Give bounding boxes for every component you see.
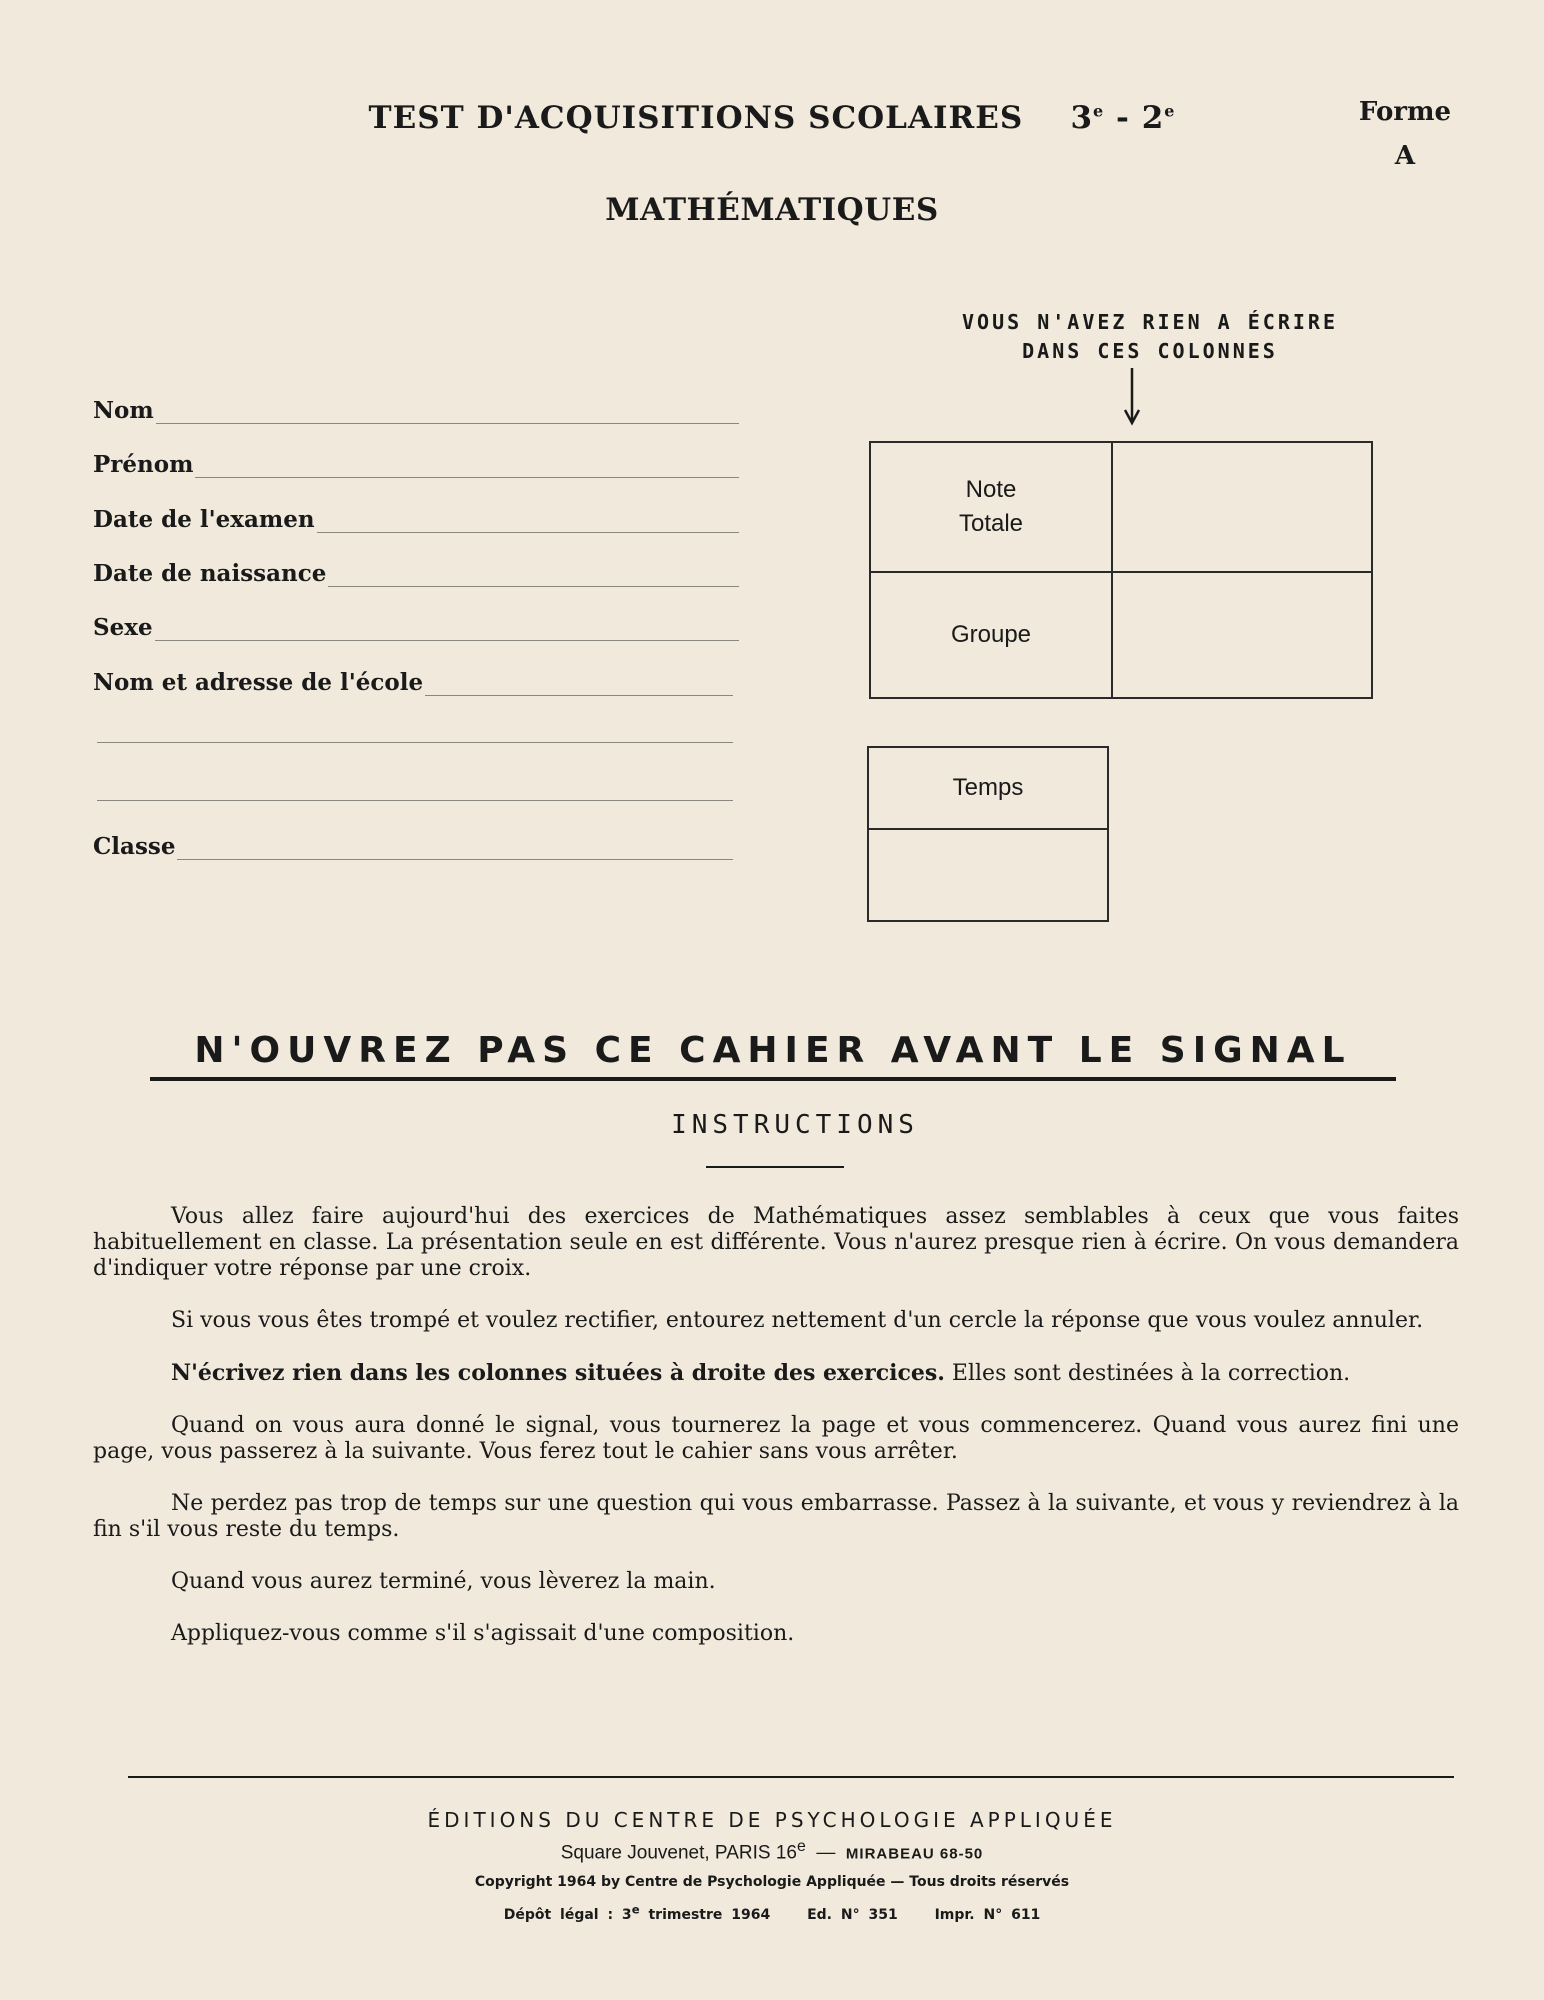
instruction-paragraph-7: Appliquez-vous comme s'il s'agissait d'une composition. bbox=[171, 1621, 795, 1646]
instructions-divider bbox=[706, 1166, 844, 1168]
groupe-cell bbox=[1112, 572, 1372, 698]
impression-number: Impr. N° 611 bbox=[934, 1906, 1041, 1923]
forme-value: A bbox=[1394, 141, 1416, 171]
note-totale-cell bbox=[1112, 442, 1372, 572]
footer-divider bbox=[128, 1776, 1454, 1778]
temps-cell bbox=[868, 829, 1108, 921]
level-separator: - bbox=[1116, 100, 1130, 136]
test-title-text: TEST D'ACQUISITIONS SCOLAIRES bbox=[368, 100, 1024, 136]
field-ecole-line[interactable] bbox=[425, 669, 733, 696]
time-table bbox=[867, 746, 1109, 922]
warning-underline bbox=[150, 1077, 1396, 1081]
level-a-sup: e bbox=[1093, 101, 1105, 121]
note-label-line1: Note bbox=[965, 476, 1017, 503]
test-title bbox=[0, 100, 1544, 136]
field-ecole-label: Nom et adresse de l'école bbox=[93, 669, 424, 696]
instruction-paragraph-4: Quand on vous aura donné le signal, vous tournerez la page et vous commencerez. Quand vous aurez fini une page, vous passerez à la suivante. Vous ferez tout le cahier sans vous arrêter. bbox=[93, 1413, 1459, 1464]
field-date-naissance[interactable] bbox=[93, 553, 739, 587]
depot-legal bbox=[503, 1902, 771, 1923]
field-prenom-label: Prénom bbox=[93, 451, 194, 478]
field-ecole-line-3[interactable] bbox=[97, 800, 733, 801]
instruction-paragraph-2: Si vous vous êtes trompé et voulez rectifier, entourez nettement d'un cercle la réponse que vous voulez annuler. bbox=[171, 1308, 1424, 1333]
field-nom[interactable] bbox=[93, 390, 739, 424]
field-prenom[interactable] bbox=[93, 444, 739, 478]
instruction-paragraph-3-rest: Elles sont destinées à la correction. bbox=[951, 1361, 1351, 1386]
no-write-notice bbox=[880, 308, 1420, 366]
depot-suffix: trimestre 1964 bbox=[639, 1906, 771, 1923]
forme-label-block bbox=[1330, 90, 1480, 178]
address-separator: — bbox=[816, 1842, 836, 1864]
score-table bbox=[869, 441, 1373, 699]
temps-label: Temps bbox=[868, 747, 1108, 829]
instruction-paragraph-6: Quand vous aurez terminé, vous lèverez la main. bbox=[171, 1569, 716, 1594]
do-not-open-warning: N'OUVREZ PAS CE CAHIER AVANT LE SIGNAL bbox=[194, 1030, 1352, 1071]
field-ecole[interactable] bbox=[93, 662, 733, 696]
level-a: 3 bbox=[1070, 100, 1094, 136]
field-classe-label: Classe bbox=[93, 833, 176, 860]
instructions-body bbox=[93, 1204, 1459, 1673]
instruction-paragraph-1: Vous allez faire aujourd'hui des exercices de Mathématiques assez semblables à ceux que vous faites habituellement en classe. La présentation seule en est différente. Vous n'aurez presque rien à écrire. On vous demandera d'indiquer votre réponse par une croix. bbox=[93, 1204, 1459, 1281]
note-label-line2: Totale bbox=[958, 510, 1024, 537]
no-write-notice-line2: DANS CES COLONNES bbox=[1022, 339, 1278, 363]
legal-info bbox=[0, 1902, 1544, 1923]
field-classe[interactable] bbox=[93, 826, 733, 860]
forme-label: Forme bbox=[1358, 97, 1452, 127]
field-date-examen-line[interactable] bbox=[317, 506, 739, 533]
depot-sup: e bbox=[631, 1902, 640, 1916]
field-date-naissance-label: Date de naissance bbox=[93, 560, 327, 587]
field-prenom-line[interactable] bbox=[195, 451, 739, 478]
field-date-naissance-line[interactable] bbox=[328, 560, 739, 587]
instructions-title: INSTRUCTIONS bbox=[671, 1110, 919, 1140]
instruction-paragraph-3 bbox=[93, 1360, 1459, 1387]
depot-prefix: Dépôt légal : 3 bbox=[503, 1906, 632, 1923]
down-arrow-icon bbox=[1122, 366, 1142, 426]
edition-number: Ed. N° 351 bbox=[807, 1906, 898, 1923]
address-text: Square Jouvenet, PARIS 16 bbox=[560, 1842, 797, 1864]
field-date-examen-label: Date de l'examen bbox=[93, 506, 315, 533]
field-sexe[interactable] bbox=[93, 607, 739, 641]
address-sup: e bbox=[796, 1838, 806, 1855]
instruction-paragraph-3-bold: N'écrivez rien dans les colonnes situées à droite des exercices. bbox=[171, 1360, 945, 1386]
level-b: 2 bbox=[1141, 100, 1165, 136]
field-sexe-label: Sexe bbox=[93, 614, 153, 641]
field-nom-line[interactable] bbox=[156, 397, 739, 424]
field-classe-line[interactable] bbox=[177, 833, 733, 860]
field-nom-label: Nom bbox=[93, 397, 154, 424]
field-ecole-line-2[interactable] bbox=[97, 742, 733, 743]
groupe-label: Groupe bbox=[870, 572, 1112, 698]
instruction-paragraph-5: Ne perdez pas trop de temps sur une question qui vous embarrasse. Passez à la suivante, et vous y reviendrez à la fin s'il vous reste du temps. bbox=[93, 1491, 1459, 1542]
field-sexe-line[interactable] bbox=[155, 614, 739, 641]
copyright-notice: Copyright 1964 by Centre de Psychologie Appliquée — Tous droits réservés bbox=[474, 1874, 1070, 1890]
publisher-name: ÉDITIONS DU CENTRE DE PSYCHOLOGIE APPLIQUÉE bbox=[427, 1808, 1117, 1832]
level-b-sup: e bbox=[1164, 101, 1176, 121]
publisher-phone: MIRABEAU 68-50 bbox=[845, 1845, 984, 1863]
no-write-notice-line1: VOUS N'AVEZ RIEN A ÉCRIRE bbox=[961, 310, 1339, 334]
subject-title: MATHÉMATIQUES bbox=[605, 192, 939, 228]
note-totale-label bbox=[870, 442, 1112, 572]
publisher-address bbox=[0, 1838, 1544, 1864]
field-date-examen[interactable] bbox=[93, 499, 739, 533]
